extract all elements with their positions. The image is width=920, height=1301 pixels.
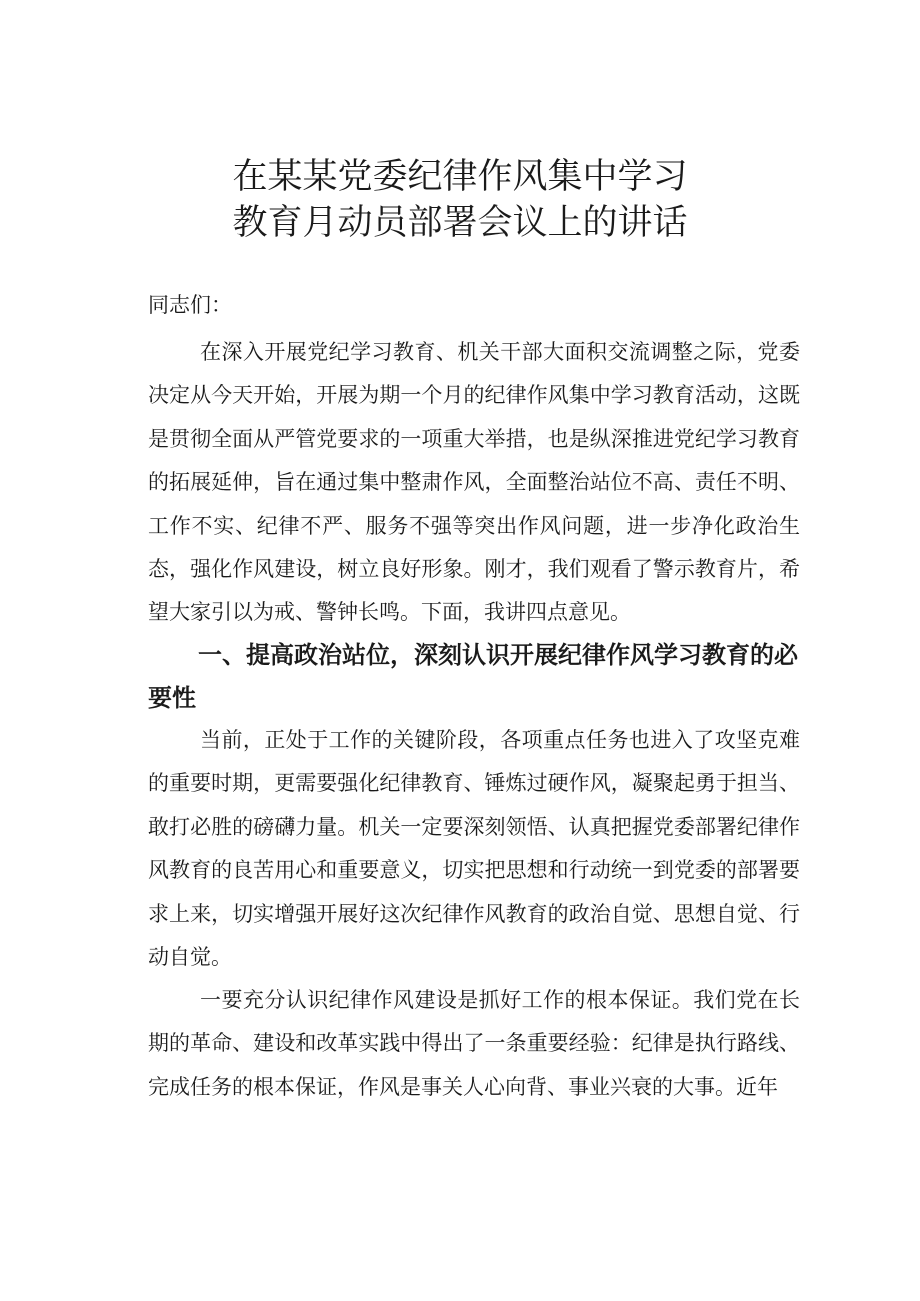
paragraph-point-1: 一要充分认识纪律作风建设是抓好工作的根本保证。我们党在长期的革命、建设和改革实践中得出了一条重要经验：纪律是执行路线、完成任务的根本保证，作风是事关人心向背、事业兴衰的大事。近年	[148, 988, 800, 1099]
section-heading-1: 一、提高政治站位，深刻认识开展纪律作风学习教育的必要性	[148, 641, 798, 712]
document-title-line-1: 在某某党委纪律作风集中学习	[232, 157, 688, 197]
paragraph-intro: 在深入开展党纪学习教育、机关干部大面积交流调整之际，党委决定从今天开始，开展为期一个月的纪律作风集中学习教育活动，这既是贯彻全面从严管党要求的一项重大举措，也是纵深推进党纪学习教育的拓展延伸，旨在通过集中整肃作风，全面整治站位不高、责任不明、工作不实、纪律不严、服务不强等突出作风问题，进一步净化政治生态，强化作风建设，树立良好形象。刚才，我们观看了警示教育片，希望大家引以为戒、警钟长鸣。下面，我讲四点意见。	[148, 340, 800, 625]
paragraph-section-1: 当前，正处于工作的关键阶段，各项重点任务也进入了攻坚克难的重要时期，更需要强化纪律教育、锤炼过硬作风，凝聚起勇于担当、敢打必胜的磅礴力量。机关一定要深刻领悟、认真把握党委部署纪律作风教育的良苦用心和重要意义，切实把思想和行动统一到党委的部署要求上来，切实增强开展好这次纪律作风教育的政治自觉、思想自觉、行动自觉。	[148, 728, 800, 970]
salutation: 同志们：	[148, 293, 232, 317]
document-title-line-2: 教育月动员部署会议上的讲话	[232, 203, 688, 243]
